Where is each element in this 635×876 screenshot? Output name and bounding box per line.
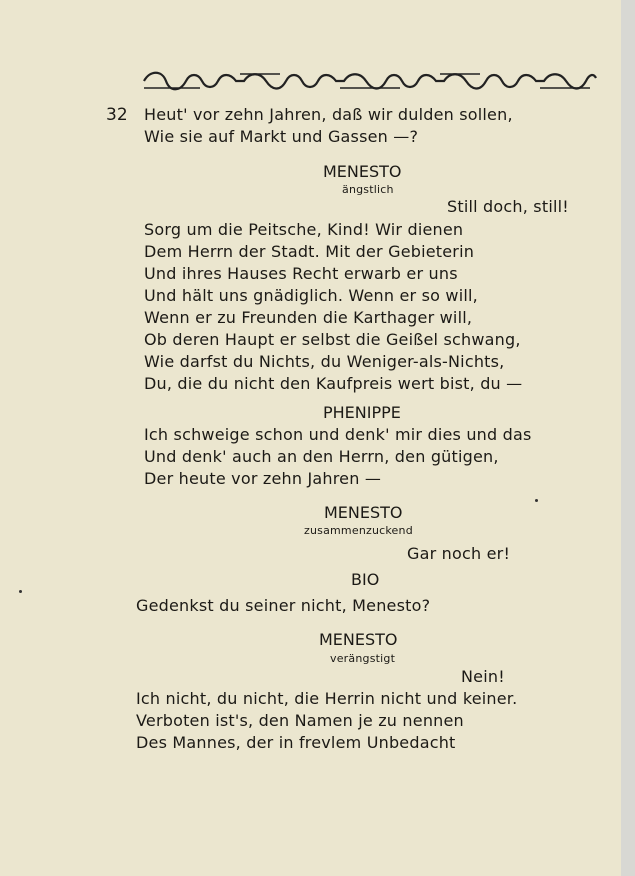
- verse-line: Des Mannes, der in frevlem Unbedacht: [136, 733, 456, 752]
- verse-half-line: Gar noch er!: [407, 544, 511, 563]
- verse-line: Du, die du nicht den Kaufpreis wert bist, du —: [144, 374, 523, 393]
- verse-line: Und hält uns gnädiglich. Wenn er so will,: [144, 286, 478, 305]
- verse-line: Heut' vor zehn Jahren, daß wir dulden sollen,: [144, 105, 513, 124]
- verse-line: Dem Herrn der Stadt. Mit der Gebieterin: [144, 242, 475, 261]
- speaker-name: MENESTO: [323, 162, 402, 181]
- verse-line: Ob deren Haupt er selbst die Geißel schwang,: [144, 330, 521, 349]
- verse-line: Gedenkst du seiner nicht, Menesto?: [136, 596, 431, 615]
- speaker-name: PHENIPPE: [323, 403, 401, 422]
- verse-line: Wenn er zu Freunden die Karthager will,: [144, 308, 473, 327]
- ink-speck: [535, 499, 538, 502]
- verse-line: Und denk' auch an den Herrn, den gütigen,: [144, 447, 499, 466]
- verse-line: Ich nicht, du nicht, die Herrin nicht und keiner.: [136, 689, 518, 708]
- verse-half-line: Nein!: [461, 667, 505, 686]
- verse-line: Sorg um die Peitsche, Kind! Wir dienen: [144, 220, 464, 239]
- speaker-name: MENESTO: [324, 503, 403, 522]
- page-edge: [621, 0, 635, 876]
- speaker-name: MENESTO: [319, 630, 398, 649]
- verse-line: Ich schweige schon und denk' mir dies und das: [144, 425, 532, 444]
- speaker-name: BIO: [351, 570, 380, 589]
- verse-half-line: Still doch, still!: [447, 197, 569, 216]
- page-number: 32: [106, 105, 128, 125]
- verse-line: Und ihres Hauses Recht erwarb er uns: [144, 264, 458, 283]
- decorative-border-ornament: [140, 68, 598, 94]
- verse-line: Verboten ist's, den Namen je zu nennen: [136, 711, 464, 730]
- verse-line: Wie sie auf Markt und Gassen —?: [144, 127, 419, 146]
- stage-direction: ängstlich: [342, 183, 394, 196]
- verse-line: Wie darfst du Nichts, du Weniger-als-Nichts,: [144, 352, 505, 371]
- stage-direction: zusammenzuckend: [304, 524, 413, 537]
- stage-direction: verängstigt: [330, 652, 396, 665]
- verse-line: Der heute vor zehn Jahren —: [144, 469, 382, 488]
- ink-speck: [19, 590, 22, 593]
